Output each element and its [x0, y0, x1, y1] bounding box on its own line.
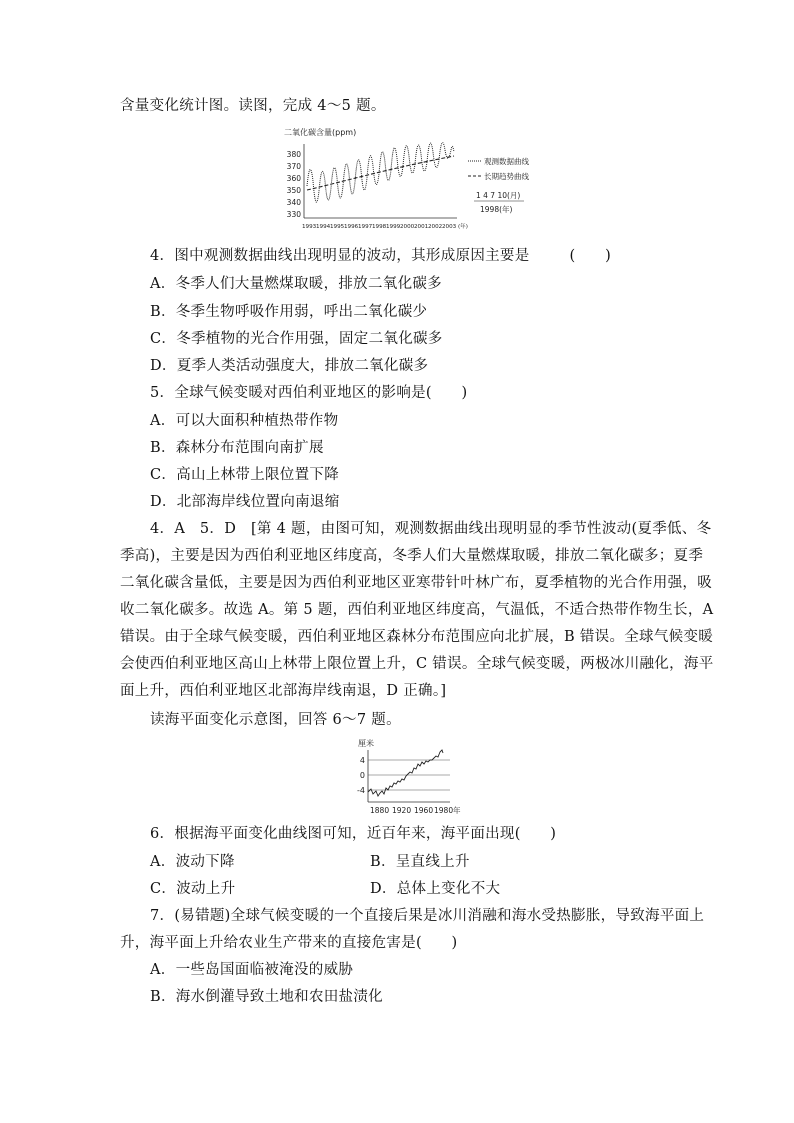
q5-option-c: C．高山上林带上限位置下降: [150, 467, 339, 483]
legend-trend-label: 长期趋势曲线: [484, 172, 529, 181]
q5-option-a: A．可以大面积种植热带作物: [150, 413, 339, 429]
co2-ytick: 340: [286, 198, 301, 207]
q7-option-b: B．海水倒灌导致土地和农田盐渍化: [150, 989, 383, 1005]
q5-option-d: D．北部海岸线位置向南退缩: [150, 494, 340, 510]
co2-ytick: 350: [286, 186, 301, 195]
sea-level-ytick: 0: [359, 771, 365, 780]
sea-level-ylabel: 厘米: [358, 739, 374, 748]
sea-level-chart: [346, 736, 482, 820]
answer-line: 收二氧化碳多。故选 A。第 5 题，西伯利亚地区纬度高，气温低，不适合热带作物生长，A: [120, 602, 714, 618]
co2-xtick: 2003: [442, 224, 457, 230]
answer-line: 季高)，主要是因为西伯利亚地区纬度高，冬季人们大量燃煤取暖，排放二氧化碳多；夏季: [120, 548, 704, 564]
q4-option-d: D．夏季人类活动强度大，排放二氧化碳多: [150, 358, 429, 374]
sea-level-xtick: 1960: [414, 806, 434, 815]
q6-option-c: C．波动上升: [150, 881, 236, 897]
intro-text-1: 含量变化统计图。读图，完成 4～5 题。: [120, 98, 386, 114]
sea-level-xunit: 年: [453, 806, 461, 815]
q6-option-b: B．呈直线上升: [370, 854, 470, 870]
answer-line: 错误。由于全球气候变暖，西伯利亚地区森林分布范围应向北扩展，B 错误。全球气候变暖: [120, 629, 714, 645]
intro-text-2: 读海平面变化示意图，回答 6～7 题。: [150, 712, 401, 728]
sea-level-xtick: 1880: [370, 806, 390, 815]
q5-stem: 5．全球气候变暖对西伯利亚地区的影响是( ): [150, 385, 468, 401]
co2-xtick: 2000: [400, 224, 415, 230]
q6-stem: 6．根据海平面变化曲线图可知，近百年来，海平面出现( ): [150, 826, 557, 842]
q4-stem-text: 4．图中观测数据曲线出现明显的波动，其形成原因主要是: [150, 248, 530, 264]
q5-option-b: B．森林分布范围向南扩展: [150, 440, 324, 456]
co2-ylabel: 二氧化碳含量(ppm): [284, 128, 357, 137]
q4-stem: [150, 246, 611, 266]
inset-months: 1 4 7 10(月): [476, 191, 521, 200]
answer-line: 二氧化碳含量低，主要是因为西伯利亚地区亚寒带针叶林广布，夏季植物的光合作用强，吸: [120, 575, 712, 591]
co2-ytick: 370: [286, 162, 301, 171]
q7-option-a: A．一些岛国面临被淹没的威胁: [150, 962, 354, 978]
co2-xtick: 1994: [316, 224, 331, 230]
co2-xtick: 1996: [344, 224, 359, 230]
co2-ytick: 360: [286, 174, 301, 183]
co2-xtick: 1998: [372, 224, 387, 230]
legend-observed-label: 观测数据曲线: [484, 157, 529, 166]
answer-line: 4．A 5．D [第 4 题，由图可知，观测数据曲线出现明显的季节性波动(夏季低、冬: [150, 521, 712, 537]
sea-level-xtick: 1920: [392, 806, 412, 815]
q6-option-a: A．波动下降: [150, 854, 235, 870]
sea-level-ytick: -4: [357, 786, 365, 795]
co2-xtick: 1997: [358, 224, 373, 230]
co2-ytick: 380: [286, 150, 301, 159]
co2-chart: [282, 126, 552, 232]
q7-stem-line: 升，海平面上升给农业生产带来的直接危害是( ): [120, 935, 458, 951]
co2-xtick: 2002: [428, 224, 443, 230]
q7-stem-line: 7．(易错题)全球气候变暖的一个直接后果是冰川消融和海水受热膨胀，导致海平面上: [150, 908, 705, 924]
q4-option-b: B．冬季生物呼吸作用弱，呼出二氧化碳少: [150, 304, 428, 320]
co2-xtick: 1995: [330, 224, 345, 230]
answer-line: 面上升，西伯利亚地区北部海岸线南退，D 正确。]: [120, 683, 447, 699]
co2-xtick: 1999: [386, 224, 401, 230]
q4-option-c: C．冬季植物的光合作用强，固定二氧化碳多: [150, 331, 443, 347]
co2-xtick: 1993: [302, 224, 317, 230]
sea-level-xtick: 1980: [434, 806, 454, 815]
answer-line: 会使西伯利亚地区高山上林带上限位置上升，C 错误。全球气候变暖，两极冰川融化，海平: [120, 656, 714, 672]
co2-xtick: 2001: [414, 224, 429, 230]
q6-option-d: D．总体上变化不大: [370, 881, 501, 897]
sea-level-ytick: 4: [359, 756, 365, 765]
co2-ytick: 330: [286, 210, 301, 219]
inset-year: 1998(年): [480, 205, 513, 214]
q4-answer-paren: ( ): [569, 248, 612, 264]
co2-xunit: (年): [458, 224, 468, 230]
sea-level-curve: [368, 750, 443, 796]
q4-option-a: A．冬季人们大量燃煤取暖，排放二氧化碳多: [150, 276, 442, 292]
